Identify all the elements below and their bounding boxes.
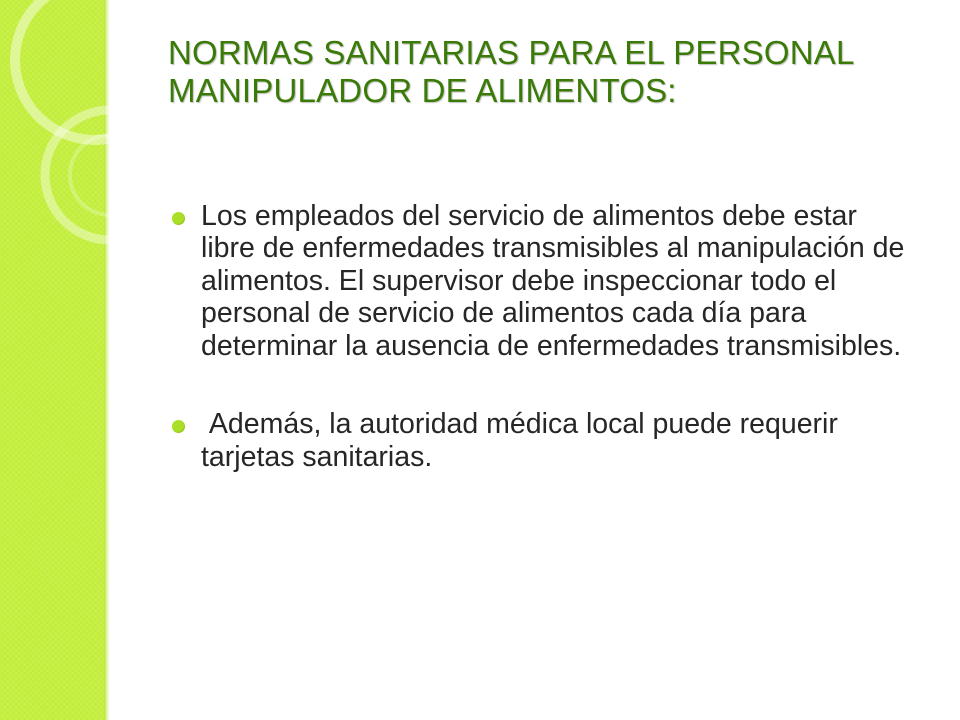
bullet-dot-icon	[172, 420, 185, 433]
side-band-edge	[104, 0, 110, 720]
bullet-item	[168, 408, 908, 473]
decorative-side-band	[0, 0, 106, 720]
bullet-text: Los empleados del servicio de alimentos debe estar libre de enfermedades transmisibles al manipulación de alimentos. El supervisor debe inspeccionar todo el personal de servicio de alimentos cada día para determinar la ausencia de enfermedades transmisibles.	[201, 200, 905, 362]
bullet-text: Además, la autoridad médica local puede requerir tarjetas sanitarias.	[201, 408, 846, 473]
bullet-list	[168, 200, 908, 473]
slide-title: NORMAS SANITARIAS PARA EL PERSONAL MANIPULADOR DE ALIMENTOS:	[168, 34, 854, 110]
bullet-dot-icon	[172, 212, 185, 225]
bullet-item	[168, 200, 908, 362]
